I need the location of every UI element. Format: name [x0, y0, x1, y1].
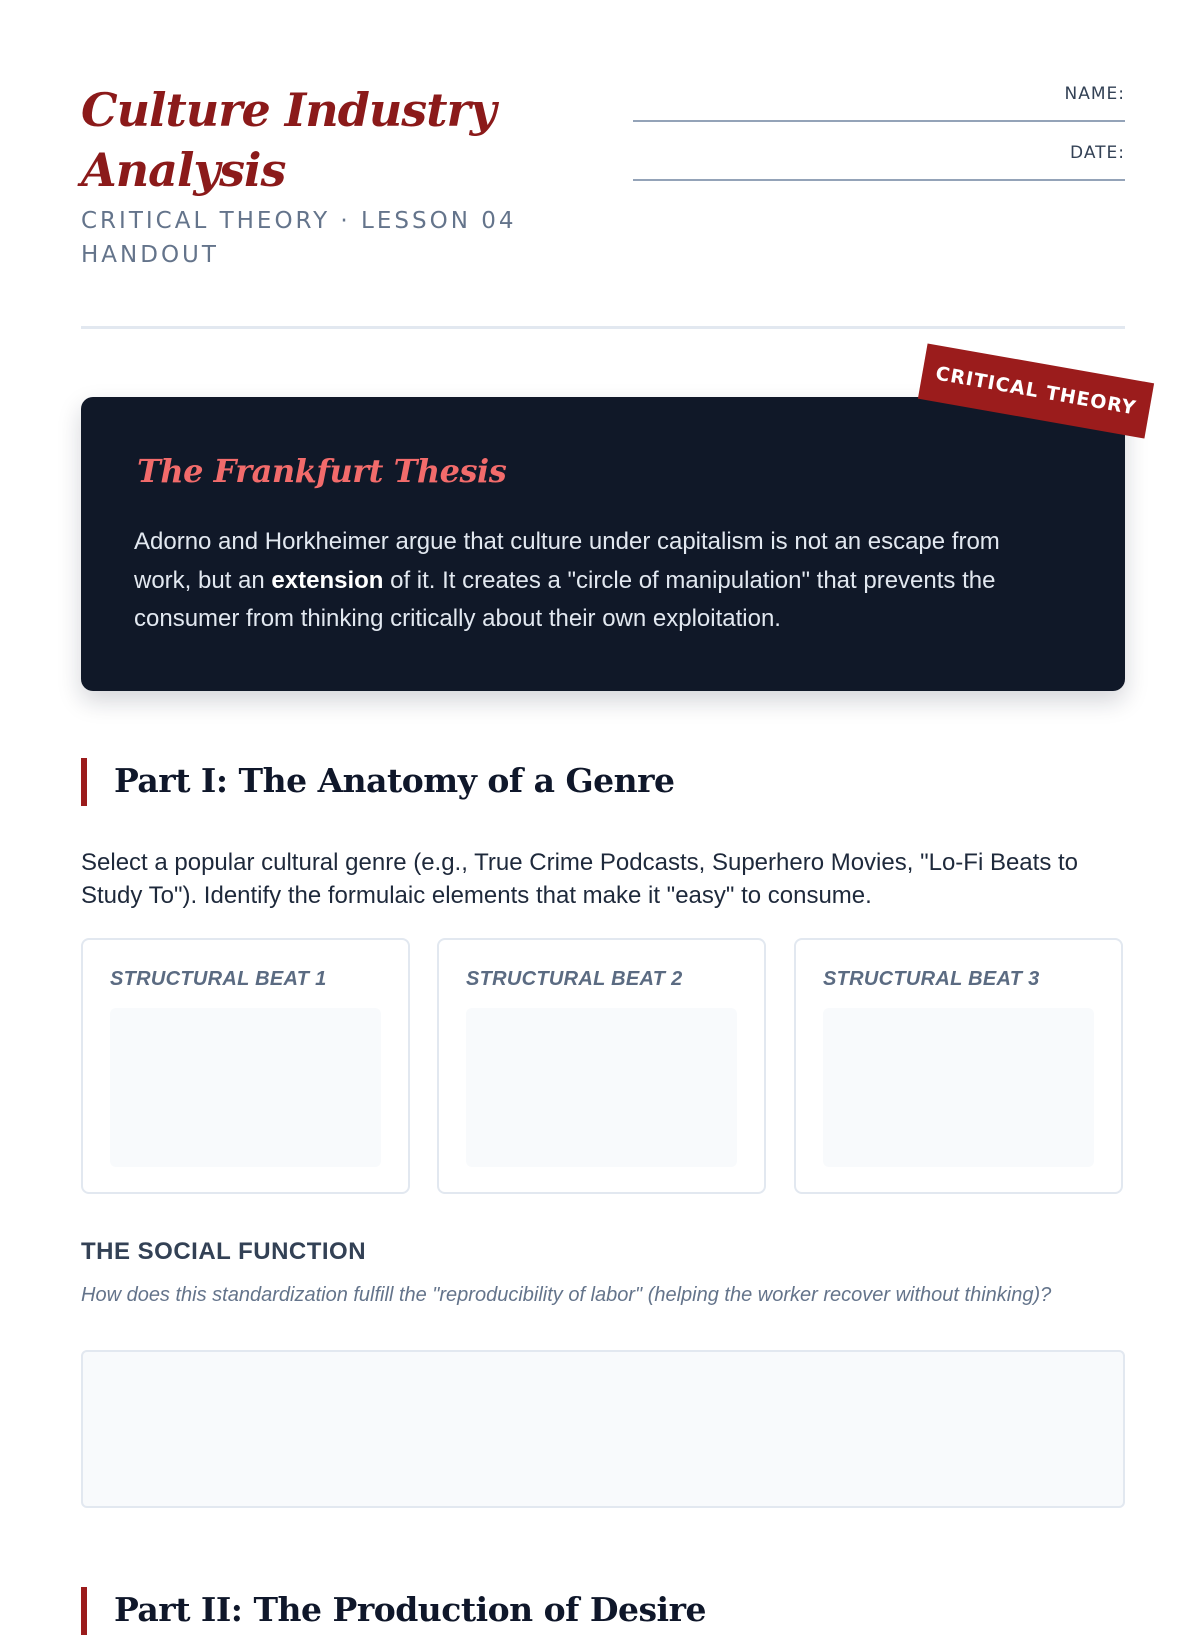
thesis-body-emphasis: extension	[271, 566, 384, 594]
worksheet-header	[81, 80, 1125, 268]
structural-beat-label: STRUCTURAL BEAT 1	[110, 968, 327, 990]
thesis-body	[134, 523, 1054, 639]
date-field[interactable]	[633, 143, 1125, 181]
structural-beat-card	[437, 938, 766, 1194]
structural-beat-label: STRUCTURAL BEAT 2	[466, 968, 683, 990]
heading-accent-bar	[81, 1587, 87, 1635]
part1-instructions: Select a popular cultural genre (e.g., True Crime Podcasts, Superhero Movies, "Lo-Fi Beats to Study To"). Identify the formulaic elements that make it "easy" to consume.	[81, 849, 1078, 909]
name-label: NAME:	[1064, 84, 1125, 104]
structural-beat-answer-area[interactable]	[466, 1008, 737, 1167]
structural-beat-label: STRUCTURAL BEAT 3	[823, 968, 1040, 990]
thesis-body-intro: Adorno and Horkheimer argue that culture under capitalism is not an escape from work, but an	[134, 528, 1000, 594]
date-label: DATE:	[1070, 143, 1125, 163]
worksheet-subtitle: CRITICAL THEORY · LESSON 04 HANDOUT	[81, 208, 517, 268]
structural-beat-answer-area[interactable]	[110, 1008, 381, 1167]
social-function-prompt: How does this standardization fulfill the "reproducibility of labor" (helping the worker recover without thinking)?	[81, 1284, 1052, 1306]
structural-beat-answer-area[interactable]	[823, 1008, 1094, 1167]
worksheet-title: Culture Industry Analysis	[81, 83, 496, 197]
structural-beat-card	[81, 938, 410, 1194]
social-function-label: THE SOCIAL FUNCTION	[81, 1238, 367, 1265]
part2-heading-text: Part II: The Production of Desire	[114, 1590, 706, 1629]
thesis-body-conclusion: of it. It creates a "circle of manipulation" that prevents the consumer from thinking critically about their own exploitation.	[134, 566, 996, 632]
thesis-title: The Frankfurt Thesis	[137, 452, 507, 490]
critical-theory-stamp: CRITICAL THEORY	[918, 343, 1154, 438]
thesis-card	[81, 397, 1125, 691]
name-field[interactable]	[633, 84, 1125, 122]
heading-accent-bar	[81, 758, 87, 806]
header-divider	[81, 326, 1125, 329]
social-function-answer-area[interactable]	[81, 1350, 1125, 1508]
part1-heading	[81, 758, 781, 806]
structural-beat-card	[794, 938, 1123, 1194]
part1-heading-text: Part I: The Anatomy of a Genre	[114, 761, 675, 800]
part2-heading	[81, 1587, 781, 1635]
